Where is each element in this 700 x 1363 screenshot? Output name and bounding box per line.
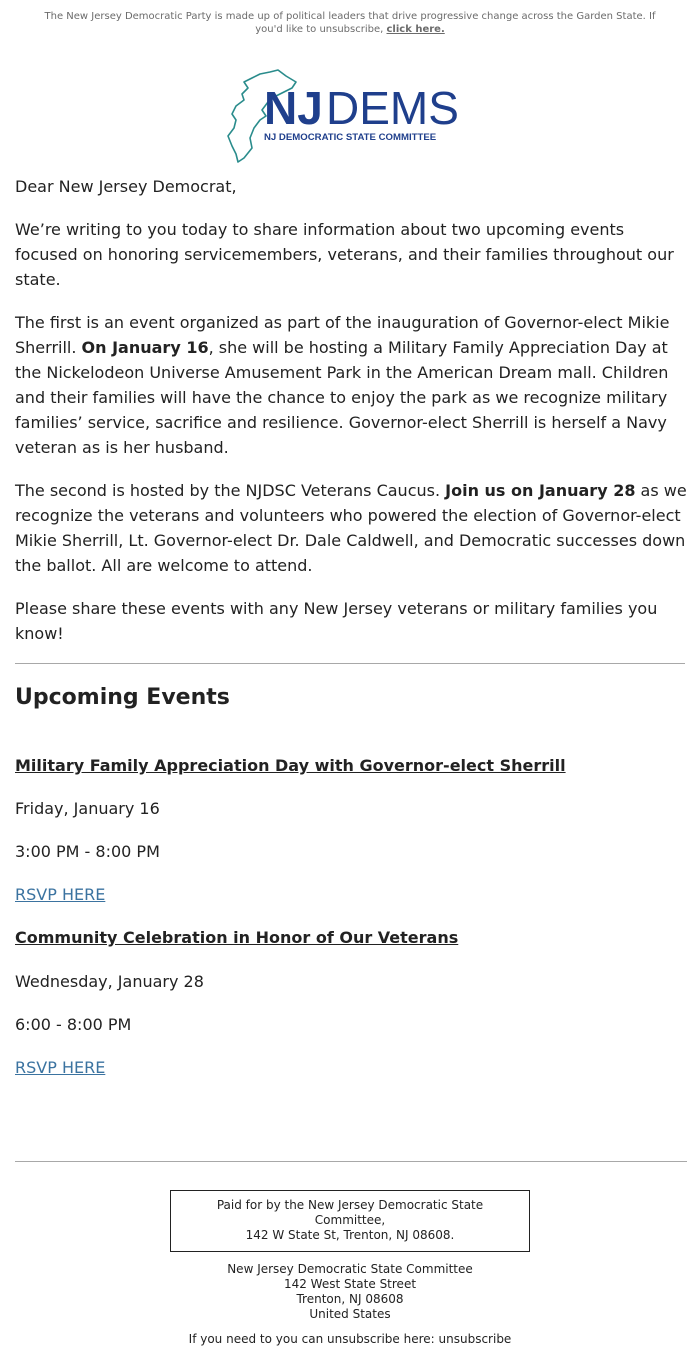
footer-unsubscribe-text: If you need to you can unsubscribe here: (188, 1332, 439, 1346)
paragraph-second-event: The second is hosted by the NJDSC Veterans Caucus. Join us on January 28 as we recognize the veterans and volunteers who powered the election of Governor-elect Mikie Sherrill, Lt. Governor-elect Dr. Dale Caldwell, and Democratic successes down the ballot. All are welcome to attend. (15, 481, 687, 575)
footer-address (150, 1262, 550, 1322)
footer-country: United States (309, 1307, 391, 1321)
event-title-veterans-celebration[interactable]: Community Celebration in Honor of Our Veterans (15, 928, 459, 947)
rsvp-link-military-family[interactable]: RSVP HERE (15, 885, 106, 904)
event-date-veterans-celebration: Wednesday, January 28 (15, 972, 204, 991)
paid-line-1: Paid for by the New Jersey Democratic State (216, 1198, 484, 1212)
paragraph-intro: We’re writing to you today to share information about two upcoming events focused on honoring servicemembers, veterans, and their families throughout our state. (15, 220, 674, 289)
events-heading: Upcoming Events (15, 685, 230, 710)
footer-org: New Jersey Democratic State Committee (227, 1262, 473, 1276)
footer-unsubscribe (100, 1332, 600, 1347)
logo-subtitle: NJ DEMOCRATIC STATE COMMITTEE (264, 132, 437, 143)
rsvp-link-veterans-celebration[interactable]: RSVP HERE (15, 1058, 106, 1077)
paid-line-3: 142 W State St, Trenton, NJ 08608. (245, 1228, 455, 1242)
unsubscribe-link-top[interactable]: click here. (386, 24, 445, 35)
event-time-veterans-celebration: 6:00 - 8:00 PM (15, 1015, 132, 1034)
paid-line-2: Committee, (314, 1213, 386, 1227)
divider-top (15, 663, 685, 664)
paid-for-disclaimer (170, 1190, 530, 1252)
logo-nj-text: NJ (264, 82, 323, 134)
greeting: Dear New Jersey Democrat, (15, 177, 237, 196)
paragraph-share: Please share these events with any New Jersey veterans or military families you know! (15, 599, 658, 643)
divider-footer (15, 1161, 687, 1162)
nj-state-outline-icon (226, 66, 476, 164)
preheader (30, 10, 670, 36)
letter-body (15, 174, 687, 664)
logo-dems-text: DEMS (326, 82, 459, 134)
event-date-military-family: Friday, January 16 (15, 799, 160, 818)
footer-city: Trenton, NJ 08608 (296, 1292, 404, 1306)
paragraph-first-event: The first is an event organized as part of the inauguration of Governor-elect Mikie Sherrill. On January 16, she will be hosting a Military Family Appreciation Day at the Nickelodeon Universe Amusement Park in the American Dream mall. Children and their families will have the chance to enjoy the park as we recognize military families’ service, sacrifice and resilience. Governor-elect Sherrill is herself a Navy veteran as is her husband. (15, 313, 670, 457)
event-time-military-family: 3:00 PM - 8:00 PM (15, 842, 160, 861)
unsubscribe-link-bottom[interactable]: unsubscribe (438, 1332, 512, 1346)
footer-street: 142 West State Street (283, 1277, 417, 1291)
preheader-text: The New Jersey Democratic Party is made up of political leaders that drive progressive change across the Garden State. If you'd like to unsubscribe, (44, 11, 656, 35)
njdems-logo (226, 66, 476, 164)
event-title-military-family[interactable]: Military Family Appreciation Day with Governor-elect Sherrill (15, 756, 566, 775)
